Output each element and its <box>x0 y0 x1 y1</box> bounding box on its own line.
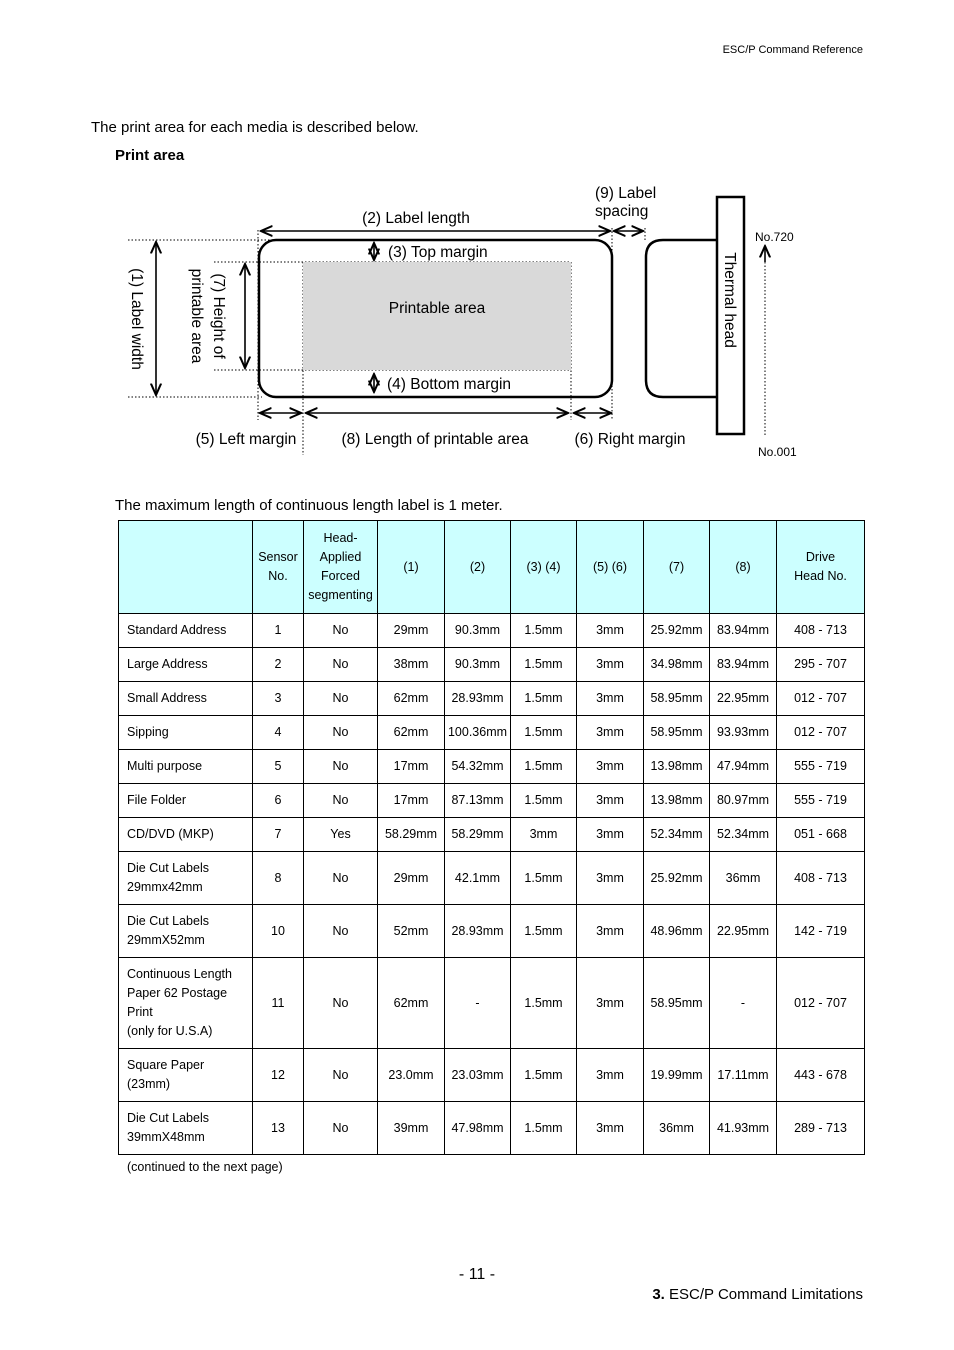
header-col-5-6: (5) (6) <box>577 521 644 614</box>
left-right-margin-cell: 3mm <box>577 784 644 818</box>
printable-length-cell: 80.97mm <box>710 784 777 818</box>
printable-height-cell: 25.92mm <box>644 614 710 648</box>
header-forced-segmenting: Head- Applied Forced segmenting <box>304 521 378 614</box>
printable-length-cell: 83.94mm <box>710 614 777 648</box>
left-right-margin-cell: 3mm <box>577 750 644 784</box>
forced-cell: No <box>304 905 378 958</box>
drive-head-cell: 142 - 719 <box>777 905 865 958</box>
label-length-cell: 87.13mm <box>445 784 511 818</box>
label-length-cell: 54.32mm <box>445 750 511 784</box>
printable-length-cell: 41.93mm <box>710 1102 777 1155</box>
forced-cell: No <box>304 958 378 1049</box>
media-name-cell: Multi purpose <box>119 750 253 784</box>
printable-height-cell: 36mm <box>644 1102 710 1155</box>
chapter-number: 3. <box>652 1286 665 1303</box>
drive-head-cell: 408 - 713 <box>777 614 865 648</box>
drive-head-cell: 555 - 719 <box>777 750 865 784</box>
left-margin-text: (5) Left margin <box>195 431 297 448</box>
top-bottom-margin-cell: 1.5mm <box>511 958 577 1049</box>
section-title: Print area <box>115 147 185 164</box>
top-bottom-margin-cell: 1.5mm <box>511 1102 577 1155</box>
media-name-cell: Sipping <box>119 716 253 750</box>
media-name-cell: Continuous Length Paper 62 Postage Print (only for U.S.A) <box>119 958 253 1049</box>
label-width-cell: 38mm <box>378 648 445 682</box>
max-length-note: The maximum length of continuous length label is 1 meter. <box>115 497 503 514</box>
label-width-cell: 58.29mm <box>378 818 445 852</box>
table-row <box>119 682 865 716</box>
label-length-cell: 28.93mm <box>445 905 511 958</box>
top-bottom-margin-cell: 1.5mm <box>511 784 577 818</box>
label-length-text: (2) Label length <box>362 210 470 227</box>
length-printable-text: (8) Length of printable area <box>341 431 529 448</box>
label-spacing-text-1: (9) Label <box>595 185 657 202</box>
label-width-cell: 17mm <box>378 750 445 784</box>
media-name-cell: Die Cut Labels 29mmX52mm <box>119 905 253 958</box>
header-col-2: (2) <box>445 521 511 614</box>
drive-head-cell: 289 - 713 <box>777 1102 865 1155</box>
printable-height-cell: 58.95mm <box>644 716 710 750</box>
printable-length-cell: 22.95mm <box>710 682 777 716</box>
top-margin-text: (3) Top margin <box>388 244 488 261</box>
label-length-cell: 23.03mm <box>445 1049 511 1102</box>
sensor-cell: 4 <box>253 716 304 750</box>
sensor-cell: 10 <box>253 905 304 958</box>
left-right-margin-cell: 3mm <box>577 958 644 1049</box>
top-bottom-margin-cell: 1.5mm <box>511 614 577 648</box>
media-name-cell: Die Cut Labels 39mmX48mm <box>119 1102 253 1155</box>
header-col-3-4: (3) (4) <box>511 521 577 614</box>
printable-length-cell: 47.94mm <box>710 750 777 784</box>
sensor-cell: 2 <box>253 648 304 682</box>
sensor-cell: 6 <box>253 784 304 818</box>
table-row <box>119 818 865 852</box>
bottom-margin-text: (4) Bottom margin <box>387 376 512 393</box>
sensor-cell: 13 <box>253 1102 304 1155</box>
sensor-cell: 11 <box>253 958 304 1049</box>
forced-cell: No <box>304 682 378 716</box>
page-number: - 11 - <box>458 1266 496 1283</box>
label-width-cell: 39mm <box>378 1102 445 1155</box>
drive-head-cell: 012 - 707 <box>777 958 865 1049</box>
label-width-cell: 62mm <box>378 716 445 750</box>
label-width-cell: 62mm <box>378 958 445 1049</box>
header-media <box>119 521 253 614</box>
media-name-cell: Square Paper (23mm) <box>119 1049 253 1102</box>
printable-height-cell: 58.95mm <box>644 682 710 716</box>
table-body <box>119 614 865 1155</box>
left-right-margin-cell: 3mm <box>577 1102 644 1155</box>
top-bottom-margin-cell: 1.5mm <box>511 716 577 750</box>
left-right-margin-cell: 3mm <box>577 905 644 958</box>
media-name-cell: Small Address <box>119 682 253 716</box>
printable-height-cell: 58.95mm <box>644 958 710 1049</box>
forced-cell: No <box>304 716 378 750</box>
printable-height-cell: 13.98mm <box>644 750 710 784</box>
table-row <box>119 716 865 750</box>
sensor-cell: 5 <box>253 750 304 784</box>
header-drive-head: Drive Head No. <box>777 521 865 614</box>
header-col-8: (8) <box>710 521 777 614</box>
drive-head-cell: 408 - 713 <box>777 852 865 905</box>
drive-head-cell: 012 - 707 <box>777 682 865 716</box>
forced-cell: No <box>304 852 378 905</box>
table-row <box>119 648 865 682</box>
top-bottom-margin-cell: 1.5mm <box>511 905 577 958</box>
printable-length-cell: 93.93mm <box>710 716 777 750</box>
label-length-cell: 42.1mm <box>445 852 511 905</box>
top-bottom-margin-cell: 1.5mm <box>511 1049 577 1102</box>
top-bottom-margin-cell: 1.5mm <box>511 682 577 716</box>
label-length-cell: 58.29mm <box>445 818 511 852</box>
printable-height-cell: 19.99mm <box>644 1049 710 1102</box>
forced-cell: No <box>304 784 378 818</box>
height-printable-text-2: printable area <box>188 268 205 364</box>
forced-cell: No <box>304 1102 378 1155</box>
label-width-cell: 62mm <box>378 682 445 716</box>
drive-head-cell: 443 - 678 <box>777 1049 865 1102</box>
header-reference-title: ESC/P Command Reference <box>722 44 863 56</box>
table-row <box>119 784 865 818</box>
printable-height-cell: 25.92mm <box>644 852 710 905</box>
media-name-cell: Large Address <box>119 648 253 682</box>
header-col-1: (1) <box>378 521 445 614</box>
label-length-cell: 90.3mm <box>445 614 511 648</box>
top-bottom-margin-cell: 3mm <box>511 818 577 852</box>
sensor-cell: 8 <box>253 852 304 905</box>
forced-cell: No <box>304 750 378 784</box>
thermal-head-text: Thermal head <box>721 252 738 348</box>
left-right-margin-cell: 3mm <box>577 852 644 905</box>
printable-length-cell: 22.95mm <box>710 905 777 958</box>
sensor-cell: 7 <box>253 818 304 852</box>
table-row <box>119 614 865 648</box>
printable-height-cell: 34.98mm <box>644 648 710 682</box>
label-width-cell: 29mm <box>378 852 445 905</box>
sensor-cell: 12 <box>253 1049 304 1102</box>
table-row <box>119 852 865 905</box>
table-row <box>119 905 865 958</box>
table-row <box>119 1102 865 1155</box>
label-length-cell: 47.98mm <box>445 1102 511 1155</box>
label-width-cell: 29mm <box>378 614 445 648</box>
label-length-cell: - <box>445 958 511 1049</box>
media-name-cell: CD/DVD (MKP) <box>119 818 253 852</box>
top-bottom-margin-cell: 1.5mm <box>511 750 577 784</box>
header-sensor: Sensor No. <box>253 521 304 614</box>
drive-head-cell: 295 - 707 <box>777 648 865 682</box>
drive-head-cell: 051 - 668 <box>777 818 865 852</box>
printable-length-cell: 36mm <box>710 852 777 905</box>
sensor-cell: 3 <box>253 682 304 716</box>
height-printable-text-1: (7) Height of <box>210 273 227 359</box>
print-area-table <box>118 520 865 1155</box>
forced-cell: No <box>304 1049 378 1102</box>
label-width-cell: 52mm <box>378 905 445 958</box>
printable-area-text: Printable area <box>388 300 486 317</box>
table-header-row <box>119 521 865 614</box>
label-spacing-text-2: spacing <box>595 203 649 220</box>
top-bottom-margin-cell: 1.5mm <box>511 648 577 682</box>
media-name-cell: File Folder <box>119 784 253 818</box>
label-length-cell: 28.93mm <box>445 682 511 716</box>
label-width-text: (1) Label width <box>128 268 145 370</box>
table-row <box>119 1049 865 1102</box>
sensor-cell: 1 <box>253 614 304 648</box>
table-row <box>119 958 865 1049</box>
printable-length-cell: 17.11mm <box>710 1049 777 1102</box>
next-label-outline <box>646 240 716 397</box>
forced-cell: No <box>304 648 378 682</box>
left-right-margin-cell: 3mm <box>577 1049 644 1102</box>
drive-head-cell: 555 - 719 <box>777 784 865 818</box>
left-right-margin-cell: 3mm <box>577 682 644 716</box>
media-name-cell: Die Cut Labels 29mmx42mm <box>119 852 253 905</box>
head-bottom-number: No.001 <box>758 445 797 459</box>
printable-height-cell: 48.96mm <box>644 905 710 958</box>
printable-height-cell: 52.34mm <box>644 818 710 852</box>
head-top-number: No.720 <box>755 230 794 244</box>
table-row <box>119 750 865 784</box>
print-area-diagram <box>0 170 954 470</box>
printable-length-cell: 52.34mm <box>710 818 777 852</box>
printable-height-cell: 13.98mm <box>644 784 710 818</box>
left-right-margin-cell: 3mm <box>577 614 644 648</box>
left-right-margin-cell: 3mm <box>577 818 644 852</box>
drive-head-cell: 012 - 707 <box>777 716 865 750</box>
chapter-title: ESC/P Command Limitations <box>669 1286 863 1303</box>
right-margin-text: (6) Right margin <box>574 431 686 448</box>
left-right-margin-cell: 3mm <box>577 716 644 750</box>
media-name-cell: Standard Address <box>119 614 253 648</box>
forced-cell: Yes <box>304 818 378 852</box>
label-width-cell: 17mm <box>378 784 445 818</box>
footer-chapter <box>652 1286 863 1303</box>
label-length-cell: 90.3mm <box>445 648 511 682</box>
label-width-cell: 23.0mm <box>378 1049 445 1102</box>
top-bottom-margin-cell: 1.5mm <box>511 852 577 905</box>
label-length-cell: 100.36mm <box>445 716 511 750</box>
left-right-margin-cell: 3mm <box>577 648 644 682</box>
printable-length-cell: 83.94mm <box>710 648 777 682</box>
header-col-7: (7) <box>644 521 710 614</box>
forced-cell: No <box>304 614 378 648</box>
continued-note: (continued to the next page) <box>127 1160 283 1174</box>
intro-text: The print area for each media is described below. <box>91 119 419 136</box>
printable-length-cell: - <box>710 958 777 1049</box>
